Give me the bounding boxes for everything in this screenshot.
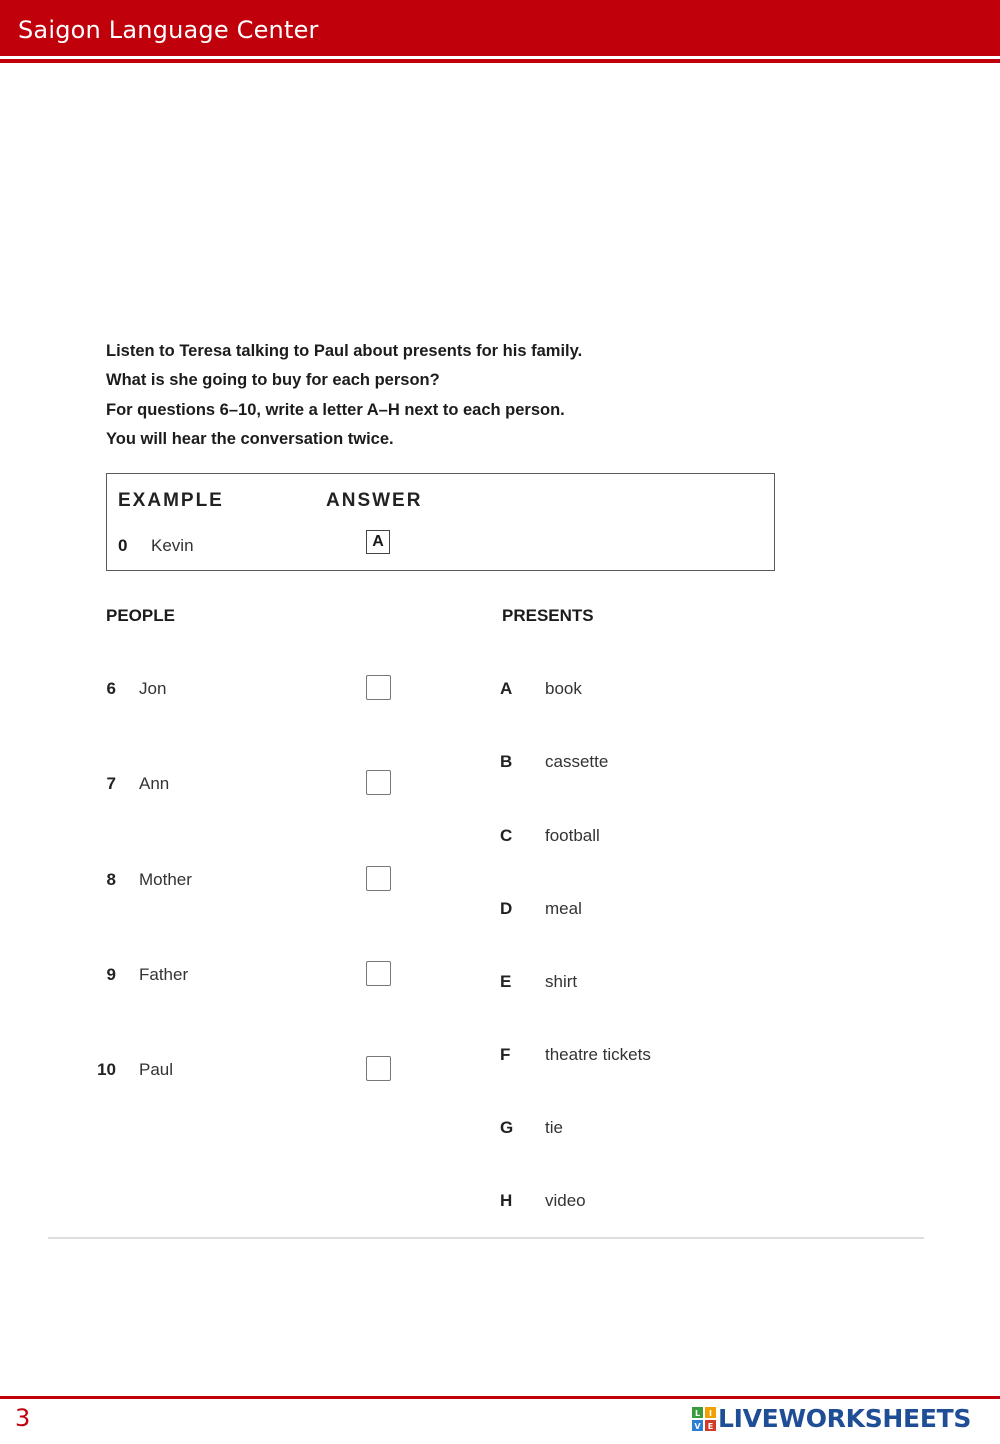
present-letter: A: [500, 679, 513, 698]
answer-input-8[interactable]: [366, 866, 391, 891]
present-item: meal: [545, 899, 582, 918]
answer-label: ANSWER: [326, 490, 423, 511]
example-name: Kevin: [151, 536, 194, 555]
present-letter: E: [500, 972, 512, 991]
answer-input-10[interactable]: [366, 1056, 391, 1081]
person-number: 9: [106, 965, 116, 984]
svg-text:V: V: [694, 1422, 701, 1431]
instruction-line: Listen to Teresa talking to Paul about presents for his family.: [106, 342, 583, 360]
person-number: 10: [97, 1060, 116, 1079]
content-divider: [48, 1237, 924, 1239]
present-letter: D: [500, 899, 513, 918]
example-box: [106, 473, 775, 571]
person-name: Paul: [139, 1060, 174, 1079]
brand-text: LIVEWORKSHEETS: [718, 1404, 972, 1433]
present-item: tie: [545, 1118, 563, 1137]
header-title: Saigon Language Center: [18, 16, 319, 44]
present-item: theatre tickets: [545, 1045, 651, 1064]
person-number: 6: [106, 679, 116, 698]
person-name: Father: [139, 965, 189, 984]
present-item: cassette: [545, 752, 609, 771]
liveworksheets-logo-icon: [692, 1407, 716, 1431]
present-item: book: [545, 679, 582, 698]
page-number: 3: [15, 1404, 31, 1432]
person-number: 7: [106, 774, 116, 793]
present-letter: B: [500, 752, 513, 771]
present-letter: H: [500, 1191, 513, 1210]
person-number: 8: [106, 870, 116, 889]
answer-input-7[interactable]: [366, 770, 391, 795]
instruction-line: You will hear the conversation twice.: [106, 429, 394, 448]
svg-text:I: I: [709, 1409, 712, 1418]
example-number: 0: [118, 536, 128, 555]
header-bar: [0, 0, 1000, 56]
answer-input-9[interactable]: [366, 961, 391, 986]
example-label: EXAMPLE: [118, 490, 224, 511]
person-name: Ann: [139, 774, 170, 793]
present-letter: G: [500, 1118, 514, 1137]
svg-text:E: E: [707, 1422, 714, 1431]
answer-input-6[interactable]: [366, 675, 391, 700]
presents-heading: PRESENTS: [502, 606, 594, 625]
header-divider: [0, 59, 1000, 63]
instruction-line: What is she going to buy for each person?: [106, 371, 440, 390]
instructions: [106, 337, 806, 454]
present-letter: C: [500, 826, 513, 845]
person-name: Mother: [139, 870, 192, 889]
footer-divider: [0, 1396, 1000, 1399]
people-heading: PEOPLE: [106, 606, 175, 625]
svg-text:L: L: [694, 1409, 701, 1418]
present-item: football: [545, 826, 600, 845]
present-item: video: [545, 1191, 586, 1210]
present-item: shirt: [545, 972, 578, 991]
person-name: Jon: [139, 679, 167, 698]
present-letter: F: [500, 1045, 511, 1064]
instruction-line: For questions 6–10, write a letter A–H next to each person.: [106, 400, 565, 419]
example-answer-box: A: [366, 530, 390, 554]
